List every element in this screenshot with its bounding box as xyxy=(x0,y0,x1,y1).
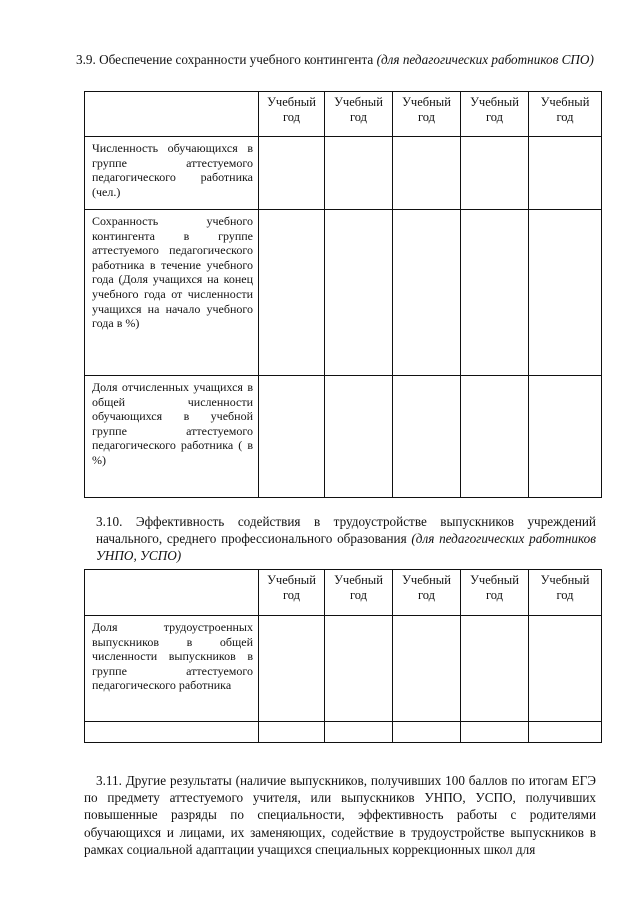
table-3-10 xyxy=(84,569,602,743)
table-3-10-header-4: Учебный год xyxy=(461,570,529,616)
table-3-9 xyxy=(84,91,602,498)
table-3-10-row-2-label xyxy=(85,722,259,743)
table-cell xyxy=(259,616,325,722)
table-cell xyxy=(529,722,602,743)
table-3-9-header-2: Учебный год xyxy=(325,92,393,137)
table-3-9-row-3-label: Доля отчисленных учащихся в общей численности обучающихся в учебной группе аттестуемого педагогического работника ( в %) xyxy=(85,376,259,498)
table-row xyxy=(85,722,602,743)
table-3-10-header-1: Учебный год xyxy=(259,570,325,616)
table-cell xyxy=(325,616,393,722)
table-cell xyxy=(529,616,602,722)
table-cell xyxy=(461,210,529,376)
table-cell xyxy=(393,616,461,722)
table-cell xyxy=(259,210,325,376)
table-cell xyxy=(461,722,529,743)
table-3-9-row-1-label: Численность обучающихся в группе аттестуемого педагогического работника (чел.) xyxy=(85,137,259,210)
section-3-9-note: (для педагогических работников СПО) xyxy=(376,52,594,67)
table-3-9-corner-cell xyxy=(85,92,259,137)
table-cell xyxy=(529,137,602,210)
table-cell xyxy=(393,376,461,498)
table-cell xyxy=(393,722,461,743)
table-cell xyxy=(461,376,529,498)
table-row xyxy=(85,376,602,498)
table-3-9-header-1: Учебный год xyxy=(259,92,325,137)
table-3-10-header-5: Учебный год xyxy=(529,570,602,616)
table-cell xyxy=(529,210,602,376)
table-3-9-header-3: Учебный год xyxy=(393,92,461,137)
table-cell xyxy=(325,722,393,743)
table-cell xyxy=(259,722,325,743)
table-3-10-header-2: Учебный год xyxy=(325,570,393,616)
section-3-10-title: 3.10. Эффективность содействия в трудоустройстве выпускников учреждений начального, среднего профессионального образования xyxy=(96,514,596,546)
section-3-10-heading xyxy=(96,513,596,564)
section-3-11-paragraph: 3.11. Другие результаты (наличие выпускников, получивших 100 баллов по итогам ЕГЭ по предмету аттестуемого учителя, или выпускников УНПО, УСПО, получивших повышенные разряды по специальности, эффективность работы с родителями обучающихся и лицами, их заменяющих, содействие в трудоустройстве выпускников в рамках социальной адаптации учащихся специальных коррекционных школ для xyxy=(84,773,596,857)
table-row xyxy=(85,616,602,722)
table-cell xyxy=(393,137,461,210)
table-cell xyxy=(259,137,325,210)
section-3-9-heading xyxy=(76,51,596,68)
table-row xyxy=(85,210,602,376)
table-cell xyxy=(461,137,529,210)
table-cell xyxy=(529,376,602,498)
table-3-10-header-3: Учебный год xyxy=(393,570,461,616)
table-cell xyxy=(259,376,325,498)
table-3-9-row-2-label: Сохранность учебного контингента в группе аттестуемого педагогического работника в течение учебного года (Доля учащихся на конец учебного года от численности учащихся на начало учебного года в %) xyxy=(85,210,259,376)
table-cell xyxy=(325,376,393,498)
table-3-9-header-5: Учебный год xyxy=(529,92,602,137)
section-3-10-note: (для педагогических работников УНПО, УСПО) xyxy=(96,531,596,563)
table-3-10-row-1-label: Доля трудоустроенных выпускников в общей численности выпускников в группе аттестуемого педагогического работника xyxy=(85,616,259,722)
table-cell xyxy=(461,616,529,722)
section-3-9-title: 3.9. Обеспечение сохранности учебного контингента xyxy=(76,52,374,67)
table-3-9-header-4: Учебный год xyxy=(461,92,529,137)
table-3-9-header-row xyxy=(85,92,602,137)
table-row xyxy=(85,137,602,210)
table-cell xyxy=(325,210,393,376)
table-cell xyxy=(393,210,461,376)
table-cell xyxy=(325,137,393,210)
table-3-10-corner-cell xyxy=(85,570,259,616)
table-3-10-header-row xyxy=(85,570,602,616)
